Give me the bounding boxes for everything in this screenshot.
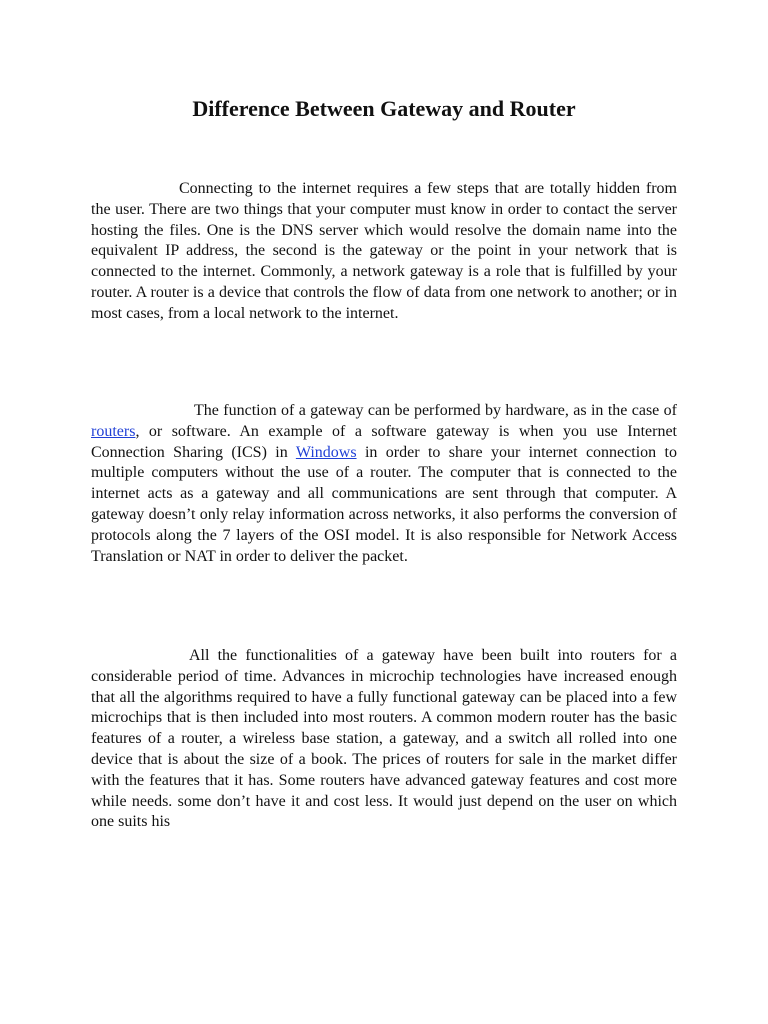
document-title: Difference Between Gateway and Router: [192, 96, 576, 121]
paragraph-router-functionalities: All the functionalities of a gateway have been built into routers for a considerable period of time. Advances in microchip technologies have increased enough that all the algorithms required to have a fully functional gateway can be placed into a few microchips that is then included into most routers. A common modern router has the basic features of a router, a wireless base station, a gateway, and a switch all rolled into one device that is about the size of a book. The prices of routers for sale in the market differ with the features that it has. Some routers have advanced gateway features and cost more while needs. some don’t have it and cost less. It would just depend on the user on which one suits his: [91, 647, 677, 831]
paragraph-gateway-function: [91, 401, 677, 567]
paragraph-internet-connection: Connecting to the internet requires a few steps that are totally hidden from the user. There are two things that your computer must know in order to contact the server hosting the files. One is the DNS server which would resolve the domain name into the equivalent IP address, the second is the gateway or the point in your network that is connected to the internet. Commonly, a network gateway is a role that is fulfilled by your router. A router is a device that controls the flow of data from one network to another; or in most cases, from a local network to the internet.: [91, 180, 677, 322]
paragraph-text: in order to share your internet connection to multiple computers without the use of a router. The computer that is connected to the internet acts as a gateway and all communications are sent through that computer. A gateway doesn’t only relay information across networks, it also performs the conversion of protocols along the 7 layers of the OSI model. It is also responsible for Network Access Translation or NAT in order to deliver the packet.: [91, 443, 677, 565]
routers-link[interactable]: routers: [91, 422, 136, 440]
paragraph-text: , or software. An example of a software gateway is when you use Internet Connection Sharing (ICS) in: [91, 422, 677, 461]
paragraph-text: The function of a gateway can be performed by hardware, as in the case of: [194, 402, 677, 419]
windows-link[interactable]: Windows: [295, 443, 357, 461]
